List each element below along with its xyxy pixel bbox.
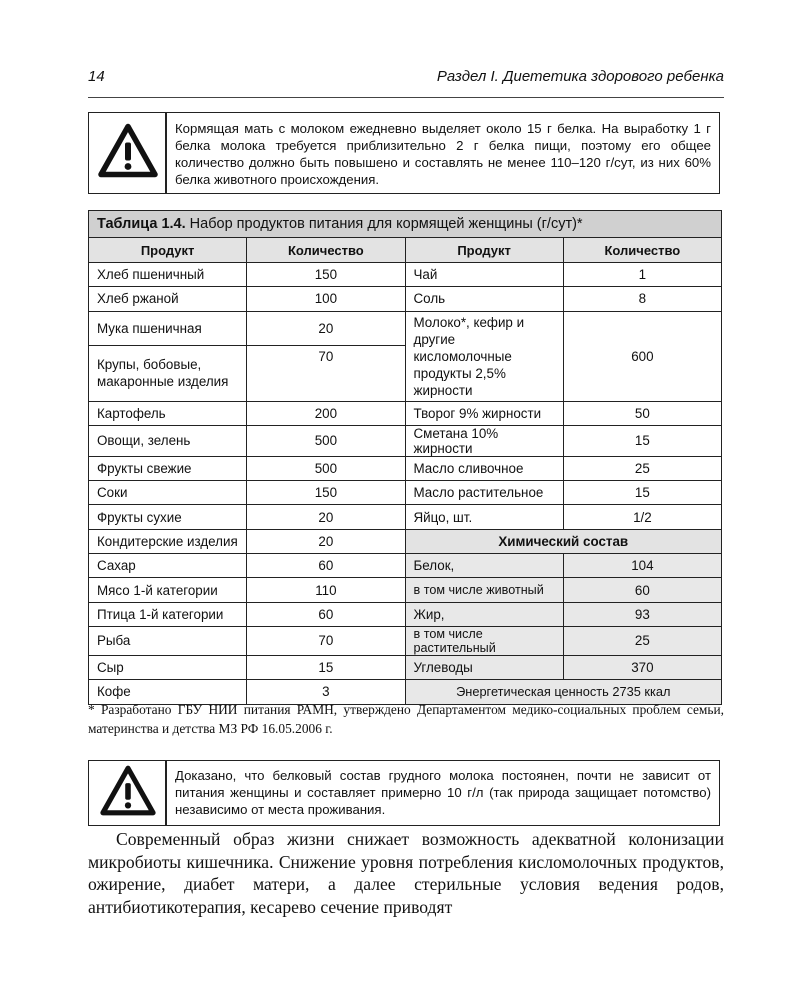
- icon-divider: [165, 761, 167, 825]
- header-rule: [88, 97, 724, 98]
- chem-label-cell: Углеводы: [405, 655, 563, 679]
- warning-text: Кормящая мать с молоком ежедневно выделяет около 15 г белка. На выработку 1 г белка молока требуется приблизительно 2 г белка пищи, поэтому его общее количество должно быть повышено и составлять не менее 110–120 г/сут, из них 60% белка животного происхождения.: [175, 121, 711, 187]
- quantity-cell: 15: [563, 425, 721, 456]
- table-row: [89, 401, 722, 425]
- quantity-cell: 500: [247, 456, 405, 480]
- chem-value-cell: 93: [563, 602, 721, 626]
- chem-label-cell: Белок,: [405, 554, 563, 578]
- table-caption: [89, 211, 722, 238]
- table-row: [89, 263, 722, 287]
- quantity-cell: 25: [563, 456, 721, 480]
- section-title: Раздел I. Диететика здорового ребенка: [436, 68, 724, 85]
- warning-box-protein: [88, 112, 720, 194]
- page-number: 14: [88, 68, 105, 85]
- column-header-quantity: Количество: [563, 238, 721, 263]
- table-row: [89, 505, 722, 529]
- icon-divider: [165, 113, 167, 193]
- product-cell: Овощи, зелень: [89, 425, 247, 456]
- product-cell: Яйцо, шт.: [405, 505, 563, 529]
- quantity-cell: 20: [247, 311, 405, 345]
- table-row: [89, 554, 722, 578]
- product-cell: Мука пшеничная: [89, 311, 247, 345]
- energy-value-cell: Энергетическая ценность 2735 ккал: [405, 680, 722, 704]
- quantity-cell: 70: [247, 345, 405, 401]
- column-header-product: Продукт: [405, 238, 563, 263]
- quantity-cell: 8: [563, 287, 721, 311]
- product-cell: Соки: [89, 481, 247, 505]
- quantity-cell: 500: [247, 425, 405, 456]
- table-row: [89, 578, 722, 602]
- product-cell: Масло растительное: [405, 481, 563, 505]
- quantity-cell: 15: [247, 655, 405, 679]
- chem-value-cell: 60: [563, 578, 721, 602]
- quantity-cell: 20: [247, 529, 405, 553]
- product-cell: Фрукты свежие: [89, 456, 247, 480]
- chemical-composition-header: Химический состав: [405, 529, 722, 553]
- quantity-cell: 20: [247, 505, 405, 529]
- quantity-cell: 60: [247, 554, 405, 578]
- quantity-cell: 150: [247, 263, 405, 287]
- table-row: [89, 311, 722, 345]
- warning-triangle-icon: [97, 123, 159, 184]
- quantity-cell: 50: [563, 401, 721, 425]
- quantity-cell: 110: [247, 578, 405, 602]
- warning-triangle-icon: [97, 765, 159, 822]
- product-cell: Масло сливочное: [405, 456, 563, 480]
- quantity-cell: 200: [247, 401, 405, 425]
- table-footnote: * Разработано ГБУ НИИ питания РАМН, утверждено Департаментом медико-социальных проблем семьи, материнства и детства МЗ РФ 16.05.2006 г.: [88, 702, 724, 736]
- quantity-cell: 150: [247, 481, 405, 505]
- product-cell: Фрукты сухие: [89, 505, 247, 529]
- quantity-cell: 70: [247, 626, 405, 655]
- chem-label-cell: в том числе растительный: [405, 626, 563, 655]
- product-cell: Чай: [405, 263, 563, 287]
- quantity-cell: 600: [563, 311, 721, 401]
- table-row: [89, 529, 722, 553]
- quantity-cell: 15: [563, 481, 721, 505]
- product-cell: Крупы, бобовые, макаронные изделия: [89, 345, 247, 401]
- page-header: [88, 68, 724, 90]
- chem-value-cell: 104: [563, 554, 721, 578]
- product-cell: Кофе: [89, 680, 247, 704]
- column-header-quantity: Количество: [247, 238, 405, 263]
- chem-label-cell: в том числе животный: [405, 578, 563, 602]
- product-cell: Творог 9% жирности: [405, 401, 563, 425]
- product-cell: Картофель: [89, 401, 247, 425]
- product-cell: Птица 1-й категории: [89, 602, 247, 626]
- product-cell: Мясо 1-й категории: [89, 578, 247, 602]
- column-header-product: Продукт: [89, 238, 247, 263]
- quantity-cell: 60: [247, 602, 405, 626]
- table-row: [89, 481, 722, 505]
- table-row: [89, 425, 722, 456]
- table-row: [89, 456, 722, 480]
- quantity-cell: 1: [563, 263, 721, 287]
- product-cell: Хлеб пшеничный: [89, 263, 247, 287]
- table-caption-label: Таблица 1.4.: [97, 216, 186, 232]
- product-cell: Молоко*, кефир и другие кисломолочные продукты 2,5% жирности: [405, 311, 563, 401]
- table-row: [89, 626, 722, 655]
- table-row: [89, 287, 722, 311]
- warning-text: Доказано, что белковый состав грудного молока постоянен, почти не зависит от питания женщины и составляет примерно 10 г/л (так природа защищает потомство) независимо от места проживания.: [175, 768, 711, 817]
- table-caption-text: Набор продуктов питания для кормящей женщины (г/сут)*: [185, 216, 583, 232]
- chem-value-cell: 25: [563, 626, 721, 655]
- chem-label-cell: Жир,: [405, 602, 563, 626]
- quantity-cell: 100: [247, 287, 405, 311]
- table-row: [89, 655, 722, 679]
- quantity-cell: 1/2: [563, 505, 721, 529]
- quantity-cell: 3: [247, 680, 405, 704]
- product-cell: Сыр: [89, 655, 247, 679]
- product-cell: Кондитерские изделия: [89, 529, 247, 553]
- product-cell: Сметана 10% жирности: [405, 425, 563, 456]
- product-cell: Соль: [405, 287, 563, 311]
- chem-value-cell: 370: [563, 655, 721, 679]
- nutrition-table: [88, 210, 722, 705]
- table-row: [89, 602, 722, 626]
- warning-box-milk: [88, 760, 720, 826]
- product-cell: Хлеб ржаной: [89, 287, 247, 311]
- product-cell: Рыба: [89, 626, 247, 655]
- body-paragraph: Современный образ жизни снижает возможность адекватной колонизации микробиоты кишечника. Снижение уровня потребления кисломолочных продуктов, ожирение, диабет матери, а далее стерильные условия ведения родов, антибиотикотерапия, кесарево сечение приводят: [88, 829, 724, 917]
- product-cell: Сахар: [89, 554, 247, 578]
